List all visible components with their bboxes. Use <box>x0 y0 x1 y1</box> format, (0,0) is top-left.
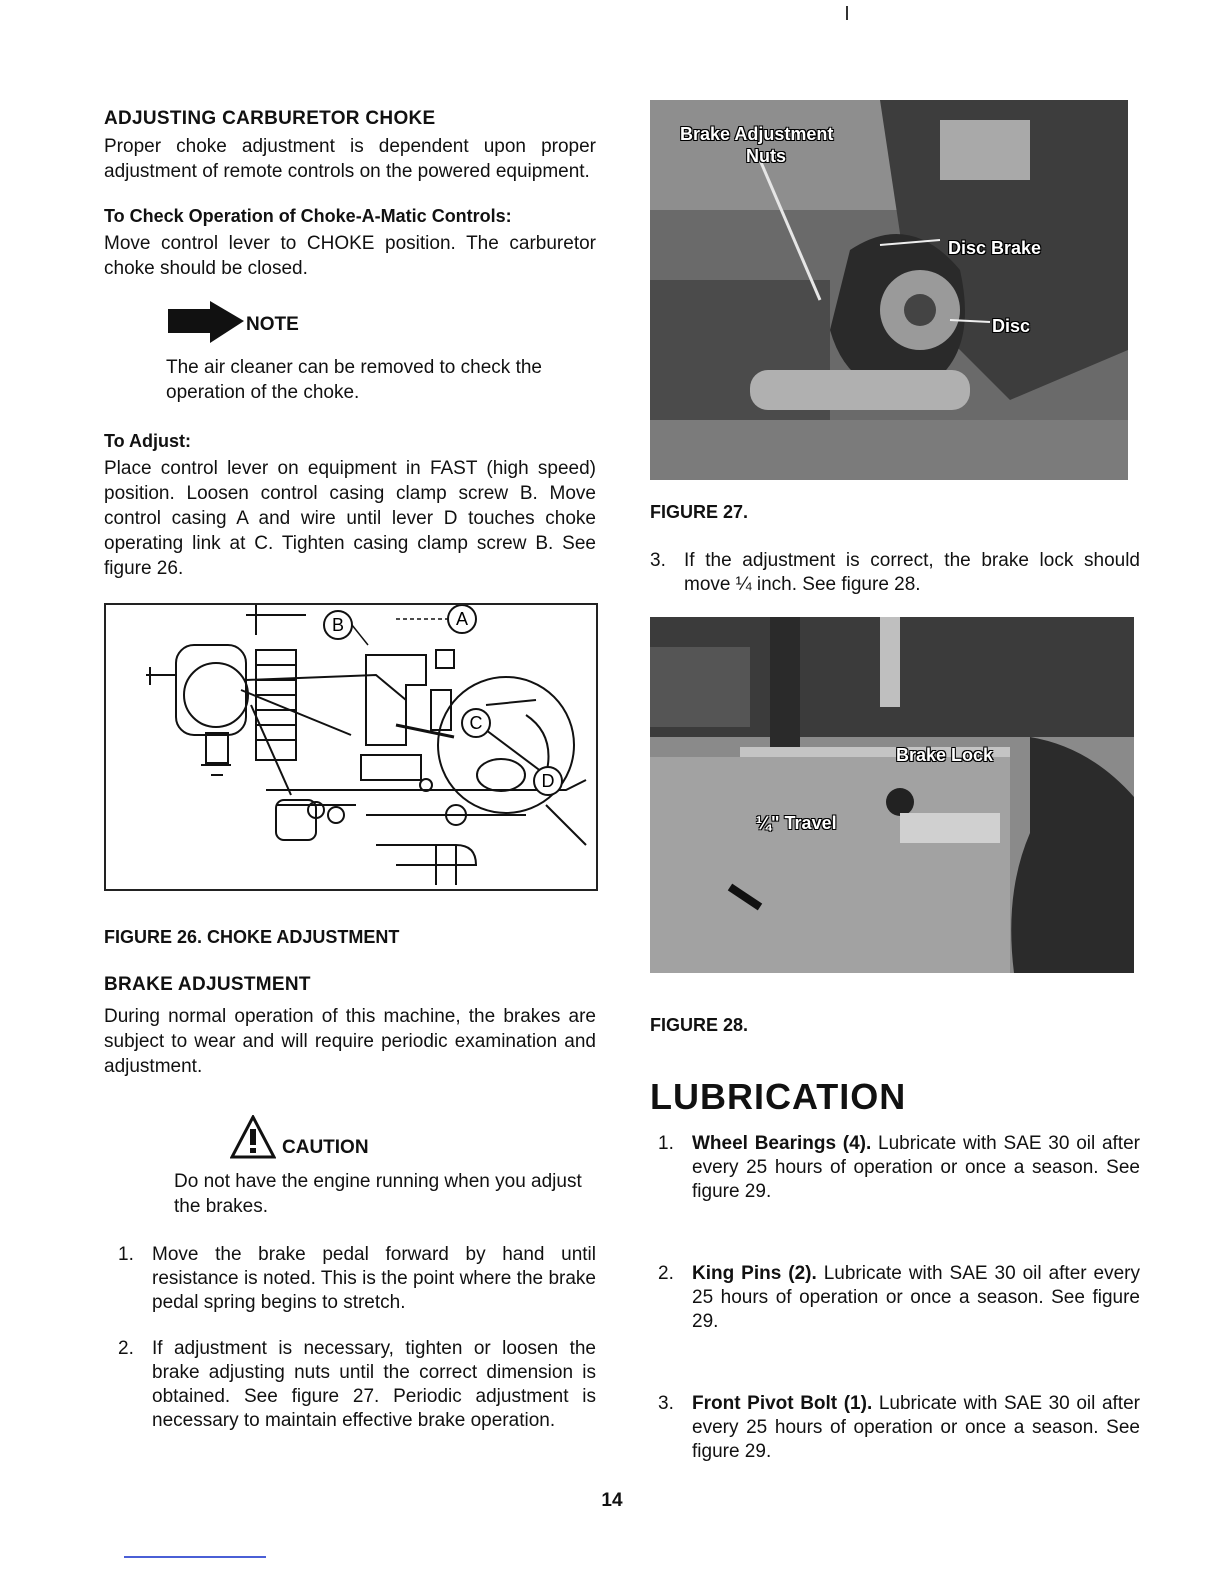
step-text: Move the brake pedal forward by hand until resistance is noted. This is the point where the brake pedal spring begins to stretch. <box>152 1244 596 1313</box>
adjust-text: Place control lever on equipment in FAST (high speed) position. Loosen control casing clamp screw B. Move control casing A and wire until lever D touches choke operating link at C. Tighten casing clamp screw B. See figure 26. <box>104 458 596 579</box>
item-text: Lubricate with SAE 30 oil after every 25 hours of operation or once a season. See figure 29. <box>692 1263 1140 1332</box>
figure-28-caption: FIGURE 28. <box>650 1015 749 1035</box>
check-text: Move control lever to CHOKE position. The carburetor choke should be closed. <box>104 233 596 279</box>
item-bold-label: King Pins (2). <box>692 1263 817 1284</box>
bottom-rule <box>124 1556 266 1558</box>
figure-28-photo <box>650 617 1134 973</box>
label-brake-lock: Brake Lock <box>896 745 994 765</box>
label-brake-adjustment: Brake Adjustment <box>680 124 834 144</box>
caution-header <box>230 1115 596 1165</box>
brake-intro: During normal operation of this machine, the brakes are subject to wear and will require periodic examination and adjustment. <box>104 1006 596 1077</box>
step-number: 3. <box>650 550 666 571</box>
carburetor-intro: Proper choke adjustment is dependent upon proper adjustment of remote controls on the powered equipment. <box>104 136 596 182</box>
list-item <box>104 1243 596 1315</box>
label-travel: ¼" Travel <box>756 813 837 833</box>
callout-b-label: B <box>331 615 345 635</box>
step-number: 2. <box>118 1338 134 1359</box>
label-disc: Disc <box>992 316 1031 336</box>
brake-step-3 <box>650 549 1140 597</box>
adjust-heading: To Adjust: <box>104 431 191 451</box>
list-item <box>650 1392 1140 1464</box>
callout-b <box>324 611 352 639</box>
figure-26-diagram <box>104 603 598 891</box>
callout-c-label: C <box>469 713 483 733</box>
note-box <box>166 301 596 405</box>
item-text: Lubricate with SAE 30 oil after every 25 hours of operation or once a season. See figure 29. <box>692 1133 1140 1202</box>
caution-label: CAUTION <box>282 1137 369 1158</box>
lubrication-title: LUBRICATION <box>650 1076 907 1117</box>
note-text: The air cleaner can be removed to check the operation of the choke. <box>166 357 542 403</box>
callout-a <box>448 605 476 633</box>
list-item <box>104 1337 596 1433</box>
figure-27-photo <box>650 100 1128 480</box>
callout-c <box>462 709 490 737</box>
item-number: 2. <box>658 1263 674 1284</box>
note-label: NOTE <box>246 314 299 335</box>
callout-a-label: A <box>455 609 469 629</box>
item-number: 3. <box>658 1393 674 1414</box>
step-text: If adjustment is necessary, tighten or loosen the brake adjusting nuts until the correct dimension is obtained. See figure 27. Periodic adjustment is necessary to maintain effective brake operation. <box>152 1338 596 1431</box>
item-bold-label: Front Pivot Bolt (1). <box>692 1393 873 1414</box>
brake-heading: BRAKE ADJUSTMENT <box>104 974 311 995</box>
figure-26-caption: FIGURE 26. CHOKE ADJUSTMENT <box>104 927 400 947</box>
warning-triangle-icon <box>230 1115 276 1165</box>
caution-text: Do not have the engine running when you adjust the brakes. <box>174 1171 582 1217</box>
note-header <box>166 301 596 349</box>
left-column <box>104 108 596 1433</box>
callout-d-label: D <box>541 771 555 791</box>
step-text: If the adjustment is correct, the brake lock should move ¼ inch. See figure 28. <box>684 550 1140 595</box>
check-heading: To Check Operation of Choke-A-Matic Controls: <box>104 206 512 226</box>
list-item <box>650 1132 1140 1204</box>
choke-linkage-drawing <box>106 605 596 889</box>
label-nuts: Nuts <box>746 146 786 166</box>
label-disc-brake: Disc Brake <box>948 238 1042 258</box>
item-text: Lubricate with SAE 30 oil after every 25 hours of operation or once a season. See figure 29. <box>692 1393 1140 1462</box>
figure-27-caption: FIGURE 27. <box>650 502 749 522</box>
callout-d <box>534 767 562 795</box>
carburetor-heading: ADJUSTING CARBURETOR CHOKE <box>104 108 436 129</box>
list-item <box>650 549 1140 597</box>
page-number: 14 <box>601 1490 623 1511</box>
scan-mark <box>846 6 848 20</box>
brake-steps <box>104 1243 596 1433</box>
arrow-right-icon <box>166 301 244 349</box>
caution-box <box>174 1115 596 1219</box>
item-number: 1. <box>658 1133 674 1154</box>
list-item <box>650 1262 1140 1334</box>
step-number: 1. <box>118 1244 134 1265</box>
lubrication-list <box>650 1132 1140 1464</box>
right-column <box>650 100 1140 1464</box>
item-bold-label: Wheel Bearings (4). <box>692 1133 872 1154</box>
